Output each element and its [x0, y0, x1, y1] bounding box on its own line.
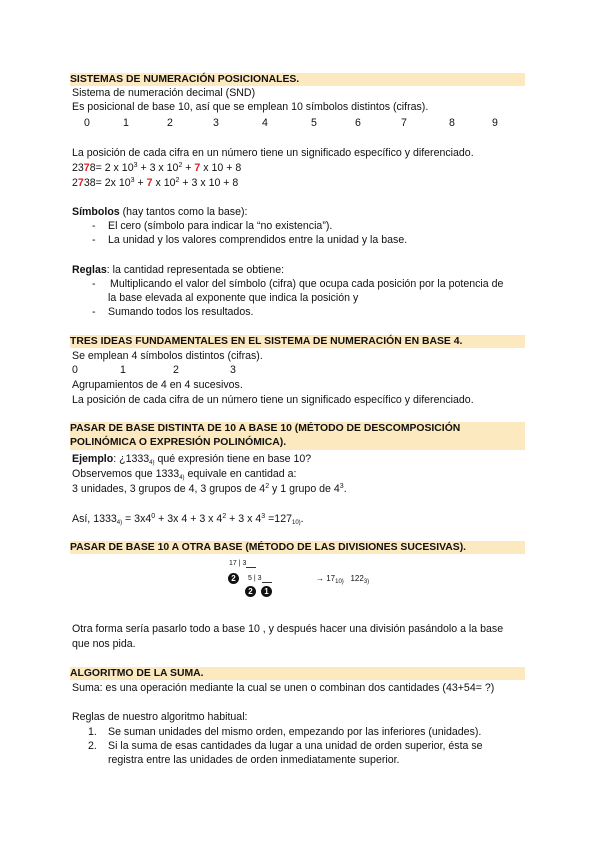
- suma-item-2a: Si la suma de esas cantidades da lugar a una unidad de orden superior, ésta se: [108, 740, 483, 752]
- digit: 2: [167, 117, 173, 129]
- list-number: 1.: [88, 726, 97, 738]
- reglas-algoritmo-line: Reglas de nuestro algoritmo habitual:: [72, 711, 248, 723]
- digit: 3: [230, 364, 236, 376]
- digit: 3: [213, 117, 219, 129]
- agrupamientos-line: Agrupamientos de 4 en 4 sucesivos.: [72, 379, 243, 391]
- division-result: → $17_{10)}$ $122_{3)}$: [316, 574, 370, 585]
- section-heading-base4: TRES IDEAS FUNDAMENTALES EN EL SISTEMA DE NUMERACIÓN EN BASE 4.: [70, 335, 525, 348]
- ejemplo-line: Ejemplo: ¿$1333_{4)}$ qué expresión tiene en base 10?: [72, 453, 312, 466]
- section-heading-divisiones: PASAR DE BASE 10 A OTRA BASE (MÉTODO DE LAS DIVISIONES SUCESIVAS).: [70, 541, 525, 554]
- digit: 9: [492, 117, 498, 129]
- reglas-line: Reglas: la cantidad representada se obtiene:: [72, 264, 285, 276]
- unidades-line: 3 unidades, 3 grupos de 4, 3 grupos de $4^2$ y 1 grupo de $4^3$.: [72, 483, 347, 495]
- remainder-circle: 2: [228, 573, 239, 584]
- otra-forma-line-1: Otra forma sería pasarlo todo a base 10 , y después hacer una división pasándolo a la base: [72, 623, 504, 635]
- snd-line: Sistema de numeración decimal (SND): [72, 87, 256, 99]
- section-heading-posicionales: SISTEMAS DE NUMERACIÓN POSICIONALES.: [70, 73, 525, 86]
- suma-item-2b: registra entre las unidades de orden inmediatamente superior.: [108, 754, 400, 766]
- base4-digits-row: [0, 364, 600, 378]
- digit: 5: [311, 117, 317, 129]
- decimal-digits-row: [0, 117, 600, 131]
- base10-line: Es posicional de base 10, así que se emplean 10 símbolos distintos (cifras).: [72, 101, 429, 113]
- list-number: 2.: [88, 740, 97, 752]
- digit: 0: [84, 117, 90, 129]
- asi-line: Así, $1333_{4)} = 3x4^0 + 3x$ 4 + 3 x $4^2 + 3$ x $4^3 =127_{10)}$.: [72, 513, 304, 526]
- bullet-dash: -: [92, 306, 96, 318]
- digit: 2: [173, 364, 179, 376]
- reglas-item-1a: Multiplicando el valor del símbolo (cifra) que ocupa cada posición por la potencia de: [110, 278, 504, 290]
- division-bar: [262, 582, 272, 583]
- example-2378: 2378= 2 x $10^3 + 3$ x $10^2 + 7$ x 10 + 8: [72, 162, 242, 174]
- digit: 1: [123, 117, 129, 129]
- simbolos-item-2: La unidad y los valores comprendidos entre la unidad y la base.: [108, 234, 408, 246]
- otra-forma-line-2: que nos pida.: [72, 638, 136, 650]
- division-bar: [246, 567, 256, 568]
- example-2738: 2738= 2x $10^3 + 7$ x $10^2 + 3$ x 10 + 8: [72, 177, 239, 189]
- quotient-circle: 1: [261, 586, 272, 597]
- digit: 8: [449, 117, 455, 129]
- division-mid: 5 | 3: [248, 575, 262, 582]
- bullet-dash: -: [92, 278, 96, 290]
- digit: 1: [120, 364, 126, 376]
- base4-position-line: La posición de cada cifra de un número tiene un significado específico y diferenciado.: [72, 394, 474, 406]
- simbolos-line: Símbolos (hay tantos como la base):: [72, 206, 248, 218]
- remainder-circle: 2: [245, 586, 256, 597]
- position-meaning-line: La posición de cada cifra en un número tiene un significado específico y diferenciado.: [72, 147, 474, 159]
- digit: 4: [262, 117, 268, 129]
- section-heading-polinomica: PASAR DE BASE DISTINTA DE 10 A BASE 10 (MÉTODO DE DESCOMPOSICIÓN POLINÓMICA O EXPRESIÓN POLINÓMICA).: [70, 422, 525, 450]
- reglas-item-1b: la base elevada al exponente que indica la posición y: [108, 292, 359, 304]
- reglas-item-2: Sumando todos los resultados.: [108, 306, 254, 318]
- base4-symbols-line: Se emplean 4 símbolos distintos (cifras).: [72, 350, 263, 362]
- observemos-line: Observemos que $1333_{4)}$ equivale en cantidad a:: [72, 468, 297, 481]
- simbolos-item-1: El cero (símbolo para indicar la “no existencia”).: [108, 220, 333, 232]
- division-top: 17 | 3: [229, 560, 247, 567]
- digit: 6: [355, 117, 361, 129]
- suma-item-1: Se suman unidades del mismo orden, empezando por las inferiores (unidades).: [108, 726, 482, 738]
- bullet-dash: -: [92, 220, 96, 232]
- digit: 0: [72, 364, 78, 376]
- digit: 7: [401, 117, 407, 129]
- suma-definition: Suma: es una operación mediante la cual se unen o combinan dos cantidades (43+54= ?): [72, 682, 495, 694]
- section-heading-suma: ALGORITMO DE LA SUMA.: [70, 667, 525, 680]
- bullet-dash: -: [92, 234, 96, 246]
